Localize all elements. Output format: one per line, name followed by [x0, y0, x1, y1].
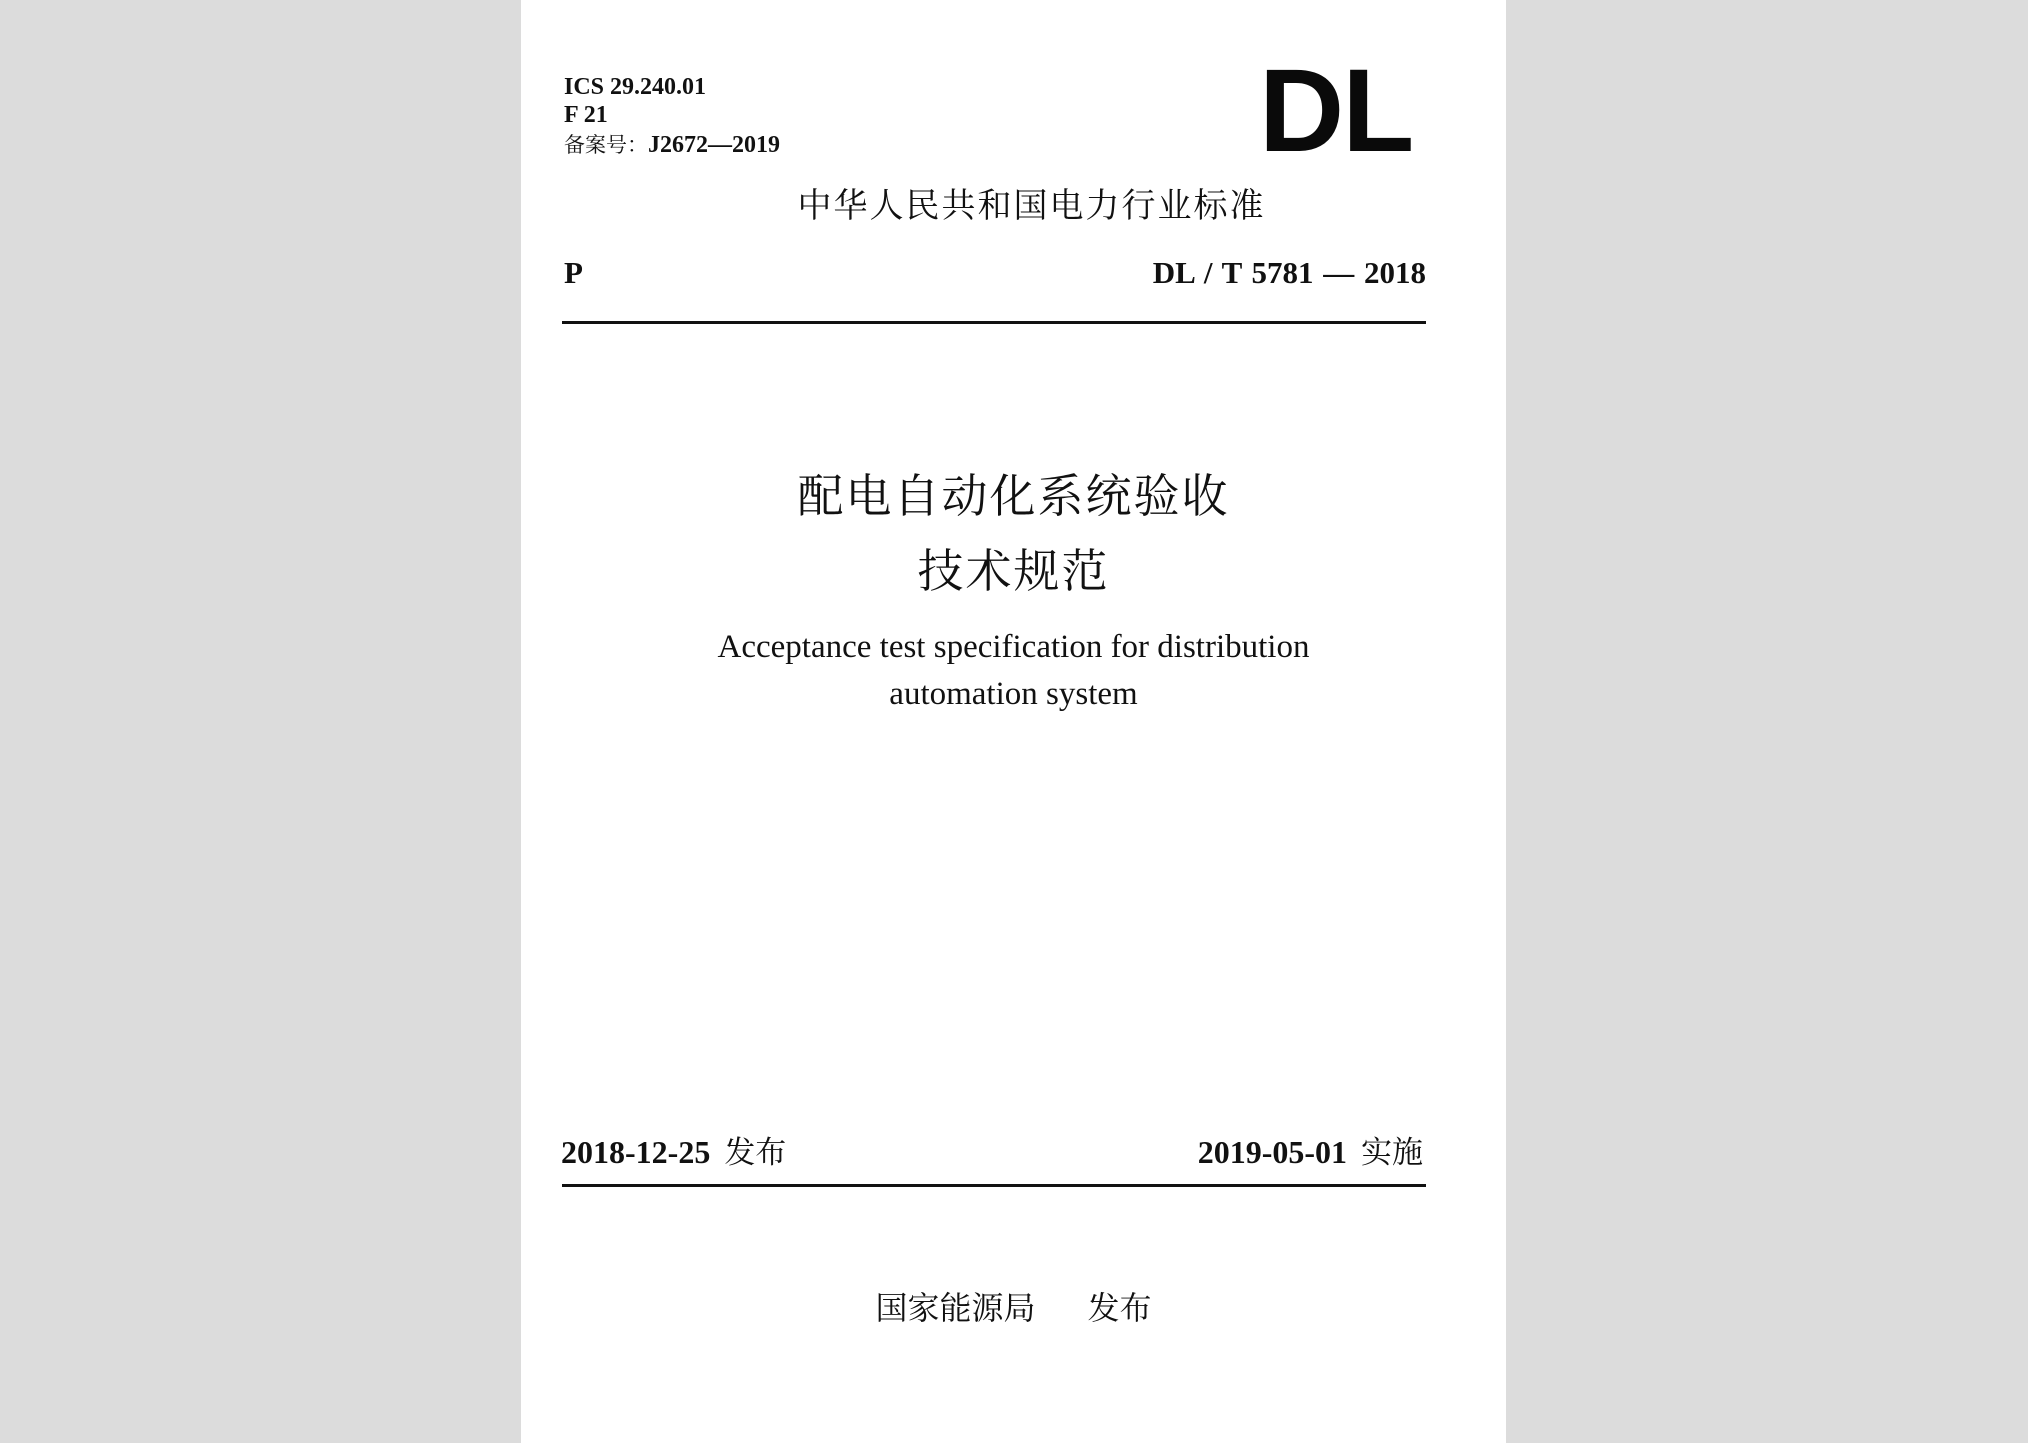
title-zh-line-1: 配电自动化系统验收	[797, 469, 1230, 523]
footer-divider	[562, 1184, 1426, 1187]
document-page	[521, 0, 1506, 1443]
record-label: 备案号：	[564, 133, 648, 157]
industry-standard-title: 中华人民共和国电力行业标准	[797, 186, 1266, 226]
title-zh-line-2: 技术规范	[917, 544, 1110, 598]
record-number: J2672—2019	[648, 132, 780, 158]
title-en-line-1: Acceptance test specification for distribution	[717, 629, 1310, 665]
issue-date-line	[561, 1132, 786, 1173]
category-code: P	[564, 255, 583, 290]
effective-label: 实施	[1361, 1135, 1423, 1171]
issuer-name: 国家能源局	[875, 1289, 1036, 1327]
ccs-code: F 21	[564, 102, 608, 128]
issue-date: 2018-12-25	[561, 1134, 711, 1170]
record-number-line	[564, 131, 780, 159]
issue-label: 发布	[724, 1135, 787, 1171]
ics-code: ICS 29.240.01	[564, 74, 707, 100]
issuer-action: 发布	[1087, 1289, 1152, 1327]
effective-date: 2019-05-01	[1197, 1134, 1347, 1170]
effective-date-line	[1198, 1132, 1423, 1173]
dl-logo: DL	[1259, 45, 1413, 177]
publisher-line	[521, 1288, 1506, 1328]
title-en-line-2: automation system	[889, 676, 1138, 712]
header-divider	[562, 321, 1426, 324]
standard-number: DL / T 5781 — 2018	[1152, 255, 1426, 290]
